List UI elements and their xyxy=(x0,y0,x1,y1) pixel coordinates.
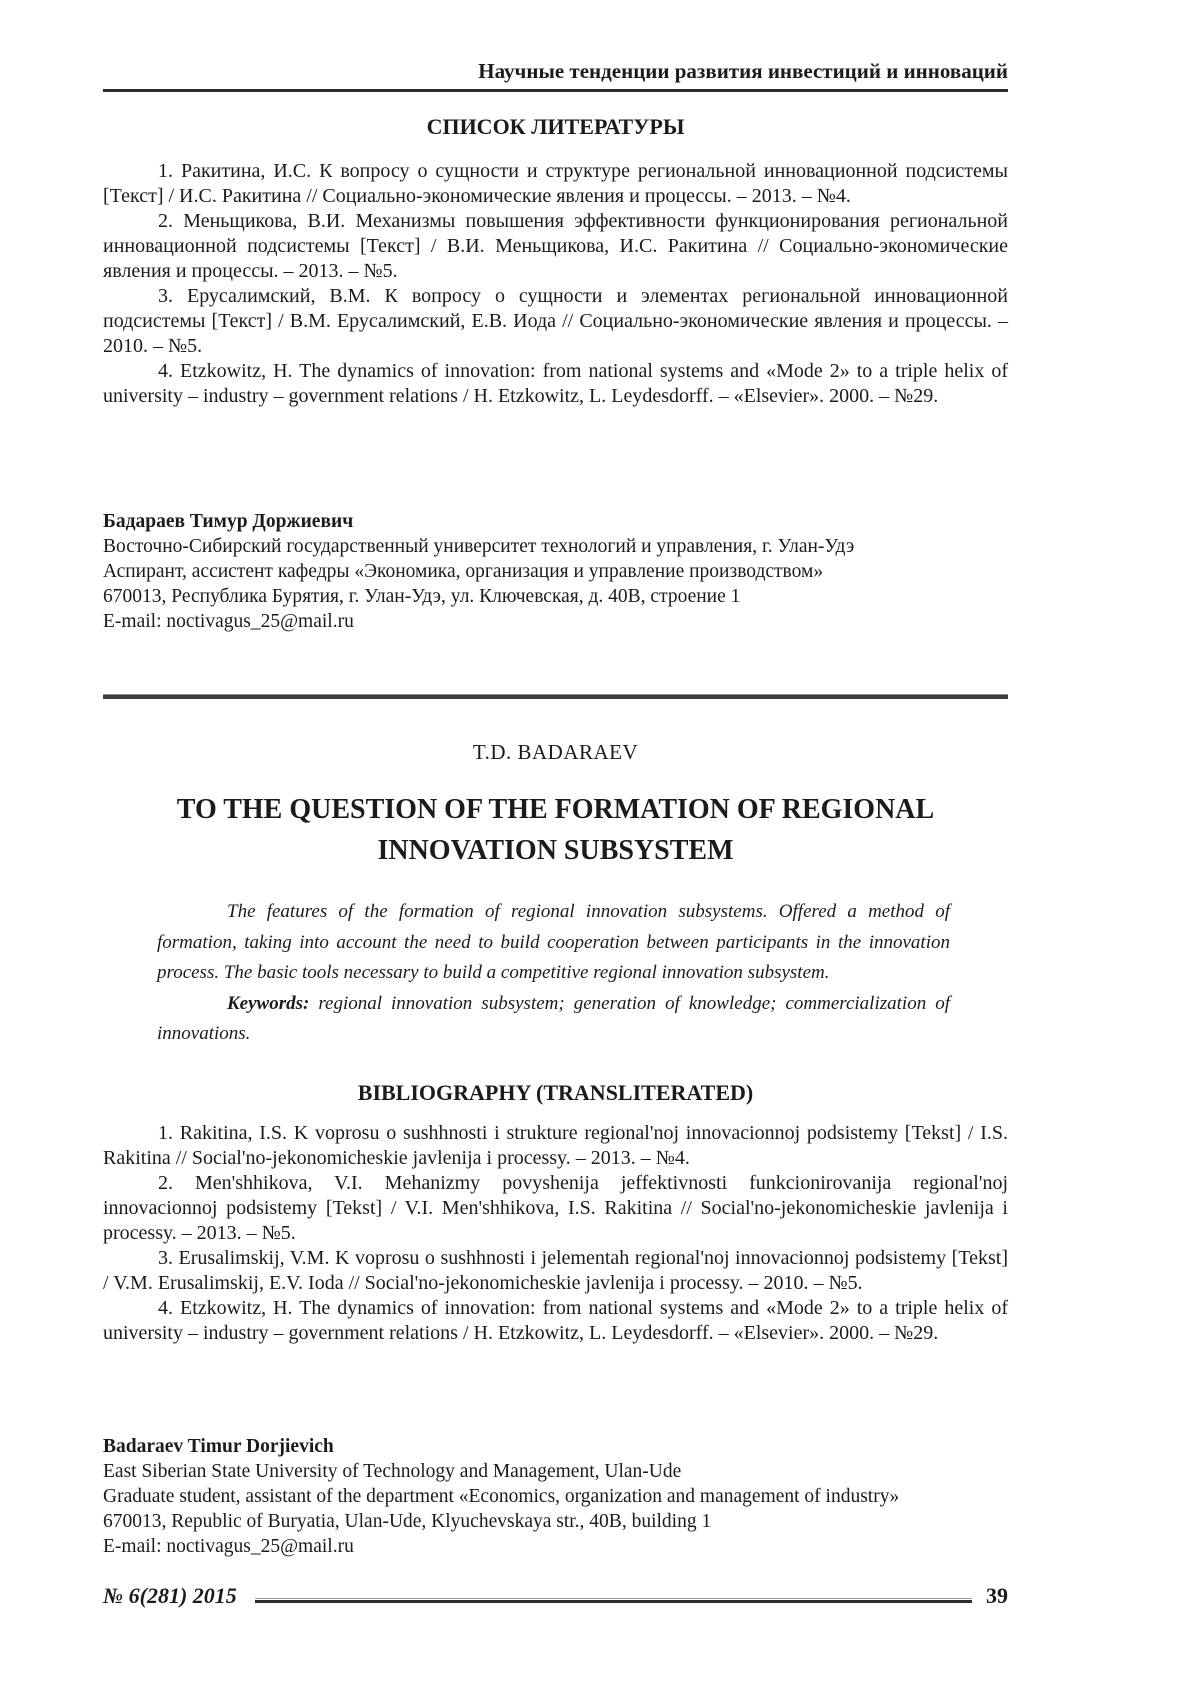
ru-author-affiliation: Восточно-Сибирский государственный университет технологий и управления, г. Улан-Удэ xyxy=(103,536,855,557)
running-header xyxy=(103,58,1008,92)
en-author-name: Badaraev Timur Dorjievich xyxy=(103,1435,334,1457)
ru-author-address: 670013, Республика Бурятия, г. Улан-Удэ, ул. Ключевская, д. 40В, строение 1 xyxy=(103,586,741,607)
footer-rule xyxy=(255,1598,972,1603)
translit-reference-item: 2. Men'shhikova, V.I. Mehanizmy povyshenija jeffektivnosti funkcionirovanija regional'noj innovacionnoj podsistemy [Tekst] / V.I. Men'shhikova, I.S. Rakitina // Social'no-jekonomicheskie javlenija i processy. – 2013. – №5. xyxy=(103,1171,1008,1244)
page-content xyxy=(103,0,1008,1559)
en-bibliography-heading: BIBLIOGRAPHY (TRANSLITERATED) xyxy=(357,1079,754,1105)
ru-author-name: Бадараев Тимур Доржиевич xyxy=(103,511,354,532)
ru-reference-item: 2. Меньщикова, В.И. Механизмы повышения эффективности функционирования региональной инновационной подсистемы [Текст] / В.И. Меньщикова, И.С. Ракитина // Социально-экономические явления и процессы. – 2013. – №5. xyxy=(103,210,1008,282)
en-author-caps: T.D. BADARAEV xyxy=(472,740,639,764)
ru-bibliography-heading: СПИСОК ЛИТЕРАТУРЫ xyxy=(426,114,685,139)
footer-issue-label: № 6(281) 2015 xyxy=(103,1583,237,1608)
en-author-block xyxy=(103,1434,1008,1559)
keywords-label: Keywords: xyxy=(227,992,310,1014)
abstract-block xyxy=(157,897,950,1050)
translit-reference-item: 4. Etzkowitz, H. The dynamics of innovation: from national systems and «Mode 2» to a triple helix of university – industry – government relations / H. Etzkowitz, L. Leydesdorff. – «Elsevier». 2000. – №29. xyxy=(103,1296,1008,1344)
translit-reference-item: 1. Rakitina, I.S. K voprosu o sushhnosti i strukture regional'noj innovacionnoj podsistemy [Tekst] / I.S. Rakitina // Social'no-jekonomicheskie javlenija i processy. – 2013. – №4. xyxy=(103,1121,1008,1169)
section-divider-rule xyxy=(103,694,1008,699)
ru-author-block xyxy=(103,509,1008,634)
article-title: TO THE QUESTION OF THE FORMATION OF REGIONAL INNOVATION SUBSYSTEM xyxy=(176,794,935,866)
ru-reference-item: 3. Ерусалимский, В.М. К вопросу о сущности и элементах региональной инновационной подсистемы [Текст] / В.М. Ерусалимский, Е.В. Иода // Социально-экономические явления и процессы. – 2010. – №5. xyxy=(103,285,1008,357)
ru-author-email: E-mail: noctivagus_25@mail.ru xyxy=(103,611,354,632)
en-author-address: 670013, Republic of Buryatia, Ulan-Ude, Klyuchevskaya str., 40B, building 1 xyxy=(103,1510,712,1532)
running-header-title: Научные тенденции развития инвестиций и инноваций xyxy=(478,59,1008,83)
en-author-affiliation: East Siberian State University of Technology and Management, Ulan-Ude xyxy=(103,1460,682,1482)
abstract-text: The features of the formation of regional innovation subsystems. Offered a method of formation, taking into account the need to build cooperation between participants in the innovation process. The basic tools necessary to build a competitive regional innovation subsystem. xyxy=(157,901,950,983)
keywords-line xyxy=(157,989,950,1050)
keywords-text: regional innovation subsystem; generation of knowledge; commercialization of innovations. xyxy=(157,992,950,1044)
ru-reference-item: 4. Etzkowitz, H. The dynamics of innovation: from national systems and «Mode 2» to a triple helix of university – industry – government relations / H. Etzkowitz, L. Leydesdorff. – «Elsevier». 2000. – №29. xyxy=(103,360,1008,407)
ru-reference-list xyxy=(103,159,1008,409)
translit-reference-list xyxy=(103,1121,1008,1346)
ru-reference-item: 1. Ракитина, И.С. К вопросу о сущности и структуре региональной инновационной подсистемы [Текст] / И.С. Ракитина // Социально-экономические явления и процессы. – 2013. – №4. xyxy=(103,160,1008,207)
en-author-email: E-mail: noctivagus_25@mail.ru xyxy=(103,1535,354,1557)
ru-author-position: Аспирант, ассистент кафедры «Экономика, организация и управление производством» xyxy=(103,561,824,582)
en-author-position: Graduate student, assistant of the department «Economics, organization and management of industry» xyxy=(103,1485,900,1507)
footer-page-number: 39 xyxy=(986,1583,1008,1608)
page-footer xyxy=(103,1583,1008,1609)
translit-reference-item: 3. Erusalimskij, V.M. K voprosu o sushhnosti i jelementah regional'noj innovacionnoj podsistemy [Tekst] / V.M. Erusalimskij, E.V. Ioda // Social'no-jekonomicheskie javlenija i processy. – 2010. – №5. xyxy=(103,1246,1008,1294)
